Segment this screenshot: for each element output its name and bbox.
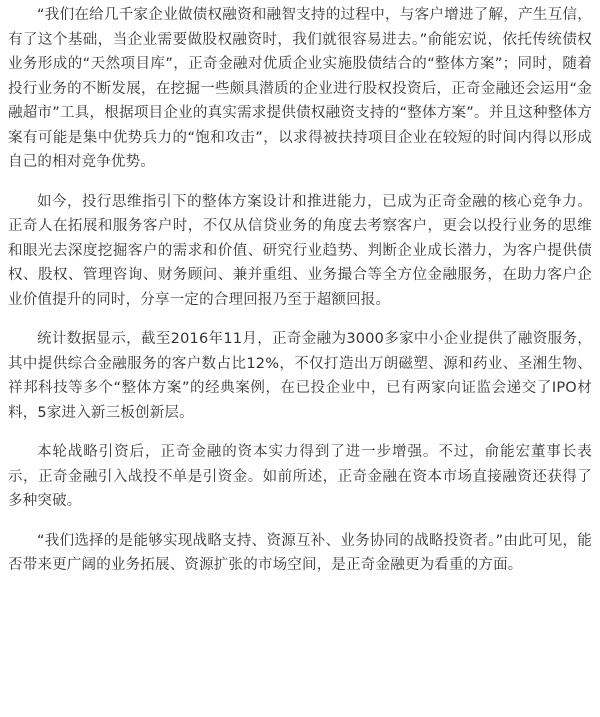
- paragraph-2: 如今，投行思维指引下的整体方案设计和推进能力，已成为正奇金融的核心竞争力。正奇人在拓展和服务客户时，不仅从信贷业务的角度去考察客户，更会以投行业务的思维和眼光去深度挖掘客户的需求和价值、研究行业趋势、判断企业成长潜力，为客户提供债权、股权、管理咨询、财务顾问、兼并重组、业务撮合等全方位金融服务，在助力客户企业价值提升的同时，分享一定的合理回报乃至于超额回报。: [8, 193, 592, 308]
- paragraph-4: 本轮战略引资后，正奇金融的资本实力得到了进一步增强。不过，俞能宏董事长表示，正奇金融引入战投不单是引资金。如前所述，正奇金融在资本市场直接融资还获得了多种突破。: [8, 444, 592, 509]
- paragraph-1: “我们在给几千家企业做债权融资和融智支持的过程中，与客户增进了解，产生互信，有了这个基础，当企业需要做股权融资时，我们就很容易进去。”俞能宏说，依托传统债权业务形成的“天然项目库”，正奇金融对优质企业实施股债结合的“整体方案”；同时，随着投行业务的不断发展，在挖掘一些颇具潜质的企业进行股权投资后，正奇金融还会运用“金融超市”工具，根据项目企业的真实需求提供债权融资支持的“整体方案”。并且这种整体方案有可能是集中优势兵力的“饱和攻击”，以求得被扶持项目企业在较短的时间内得以形成自己的相对竞争优势。: [8, 7, 592, 170]
- paragraph-3: 统计数据显示，截至2016年11月，正奇金融为3000多家中小企业提供了融资服务，其中提供综合金融服务的客户数占比12%，不仅打造出万朗磁塑、源和药业、圣湘生物、祥邦科技等多个“整体方案”的经典案例，在已投企业中，已有两家向证监会递交了IPO材料，5家进入新三板创新层。: [8, 331, 592, 421]
- paragraph-5: “我们选择的是能够实现战略支持、资源互补、业务协同的战略投资者。”由此可见，能否带来更广阔的业务拓展、资源扩张的市场空间，是正奇金融更为看重的方面。: [8, 532, 592, 573]
